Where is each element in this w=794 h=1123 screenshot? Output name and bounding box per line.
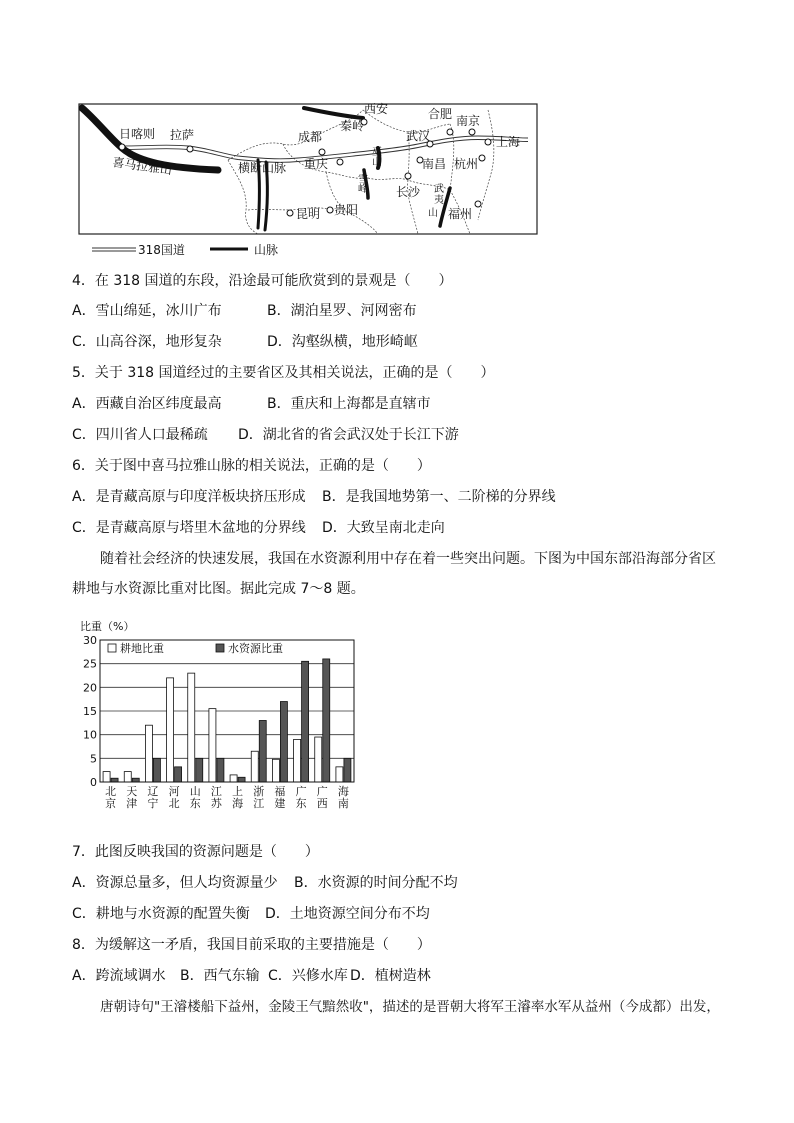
city-chongqing-dot <box>337 159 343 165</box>
bar-arable <box>167 678 174 782</box>
x-tick-label: 山 <box>189 785 201 798</box>
x-tick-label: 西 <box>316 797 328 810</box>
q8-option-b[interactable]: B．西气东输 <box>180 968 260 984</box>
bar-water <box>132 778 139 782</box>
x-tick-label: 浙 <box>253 785 265 798</box>
label-nanjing: 南京 <box>456 114 481 128</box>
city-fuzhou-dot <box>475 201 481 207</box>
q4-option-a[interactable]: A．雪山绵延，冰川广布 <box>72 303 222 319</box>
q5-option-d[interactable]: D．湖北省的省会武汉处于长江下游 <box>238 427 459 443</box>
y-tick-label: 5 <box>90 752 97 766</box>
bar-water <box>323 659 330 782</box>
y-tick-label: 0 <box>90 776 97 789</box>
label-wu2: 武 <box>434 184 444 195</box>
legend-label: 耕地比重 <box>120 642 164 655</box>
label-yi: 夷 <box>434 195 444 206</box>
legend-road-label: 318国道 <box>138 243 185 257</box>
chart-ylabel: 比重（%） <box>80 620 135 633</box>
city-nanjing-dot <box>469 129 475 135</box>
q6-option-c[interactable]: C．是青藏高原与塔里木盆地的分界线 <box>72 520 306 536</box>
bar-arable <box>294 739 301 782</box>
label-shan2: 山 <box>428 208 438 219</box>
y-tick-label: 10 <box>83 728 97 742</box>
x-tick-label: 福 <box>274 785 286 798</box>
x-tick-label: 广 <box>316 785 328 798</box>
x-tick-label: 河 <box>168 785 180 798</box>
label-wuhan: 武汉 <box>406 129 431 143</box>
label-feng: 峰 <box>358 184 368 195</box>
q7-option-b[interactable]: B．水资源的时间分配不均 <box>294 875 458 891</box>
city-kunming-dot <box>287 210 293 216</box>
q5-option-b[interactable]: B．重庆和上海都是直辖市 <box>267 396 431 412</box>
city-lasa-dot <box>187 146 193 152</box>
bar-water <box>344 758 351 782</box>
chart-bars <box>103 659 351 782</box>
label-hengduan: 横断山脉 <box>238 161 287 175</box>
q8-option-d[interactable]: D．植树造林 <box>350 968 431 984</box>
city-shanghai-dot <box>485 139 491 145</box>
tail-paragraph: 唐朝诗句"王濬楼船下益州，金陵王气黯然收"，描述的是晋朝大将军王濬率水军从益州（今成都）出发， <box>100 999 720 1015</box>
x-tick-label: 苏 <box>210 797 222 810</box>
bar-arable <box>124 772 131 782</box>
label-ximalaya: 喜马拉雅山 <box>111 155 173 178</box>
x-tick-label: 京 <box>105 797 117 810</box>
x-tick-label: 南 <box>337 797 349 810</box>
x-tick-label: 宁 <box>147 797 159 810</box>
bar-arable <box>145 725 152 782</box>
bar-arable <box>272 759 279 782</box>
x-tick-label: 海 <box>232 797 244 810</box>
x-tick-label: 津 <box>126 797 138 810</box>
label-shan: 山 <box>372 157 382 168</box>
label-xian: 西安 <box>364 102 389 116</box>
x-tick-label: 上 <box>232 785 244 798</box>
q8-stem: 8．为缓解这一矛盾，我国目前采取的主要措施是（ ） <box>72 937 431 953</box>
legend-swatch <box>108 644 116 652</box>
label-hangzhou: 杭州 <box>454 157 479 171</box>
label-wu: 巫 <box>372 147 382 158</box>
city-hangzhou-dot <box>479 155 485 161</box>
bar-arable <box>251 751 258 782</box>
x-tick-label: 天 <box>126 785 138 798</box>
bar-water <box>259 720 266 782</box>
label-nanchang: 南昌 <box>422 157 447 171</box>
x-tick-label: 北 <box>168 797 180 810</box>
q6-option-d[interactable]: D．大致呈南北走向 <box>322 520 445 536</box>
x-tick-label: 海 <box>337 785 349 798</box>
bar-water <box>280 702 287 782</box>
legend-mountain-label: 山脉 <box>254 243 279 257</box>
city-chengdu-dot <box>319 149 325 155</box>
bar-arable <box>188 673 195 782</box>
chart-legend <box>108 641 283 655</box>
y-tick-label: 30 <box>83 634 97 647</box>
bar-arable <box>103 772 110 782</box>
q8-option-c[interactable]: C．兴修水库 <box>268 968 348 984</box>
map-legend <box>92 243 278 257</box>
bar-water <box>302 661 309 782</box>
q4-option-c[interactable]: C．山高谷深，地形复杂 <box>72 334 222 350</box>
y-tick-label: 20 <box>83 681 97 695</box>
label-qinling: 秦岭 <box>340 119 365 133</box>
x-tick-label: 江 <box>253 797 265 810</box>
route-map-figure <box>78 100 540 260</box>
legend-swatch <box>216 644 224 652</box>
label-hefei: 合肥 <box>428 107 453 121</box>
q4-option-b[interactable]: B．湖泊星罗、河网密布 <box>267 303 417 319</box>
q7-stem: 7．此图反映我国的资源问题是（ ） <box>72 844 319 860</box>
bar-water <box>153 758 160 782</box>
q6-option-a[interactable]: A．是青藏高原与印度洋板块挤压形成 <box>72 489 306 505</box>
bar-water <box>111 778 118 782</box>
q5-stem: 5．关于 318 国道经过的主要省区及其相关说法，正确的是（ ） <box>72 365 495 381</box>
bar-water <box>238 777 245 782</box>
bar-chart-figure <box>78 616 368 812</box>
chart-xlabels <box>105 784 349 810</box>
label-chongqing: 重庆 <box>304 157 329 171</box>
q7-option-a[interactable]: A．资源总量多，但人均资源量少 <box>72 875 278 891</box>
y-tick-label: 15 <box>83 705 97 718</box>
bar-arable <box>336 767 343 782</box>
label-kunming: 昆明 <box>296 207 321 221</box>
legend-label: 水资源比重 <box>228 642 283 655</box>
bar-arable <box>209 709 216 782</box>
q6-stem: 6．关于图中喜马拉雅山脉的相关说法，正确的是（ ） <box>72 458 431 474</box>
x-tick-label: 辽 <box>147 785 159 798</box>
label-fuzhou: 福州 <box>448 207 473 221</box>
q6-option-b[interactable]: B．是我国地势第一、二阶梯的分界线 <box>322 489 556 505</box>
x-tick-label: 东 <box>189 797 201 810</box>
city-hefei-dot <box>447 129 453 135</box>
q7-option-d[interactable]: D．土地资源空间分布不均 <box>265 906 430 922</box>
intro-7-8: 随着社会经济的快速发展，我国在水资源利用中存在着一些突出问题。下图为中国东部沿海部分省区耕地与水资源比重对比图。据此完成 7～8 题。 <box>72 551 716 597</box>
label-lasa: 拉萨 <box>170 128 195 142</box>
q4-stem: 4．在 318 国道的东段，沿途最可能欣赏到的景观是（ ） <box>72 273 453 289</box>
x-tick-label: 建 <box>274 797 286 810</box>
label-shanghai: 上海 <box>496 135 521 149</box>
bar-arable <box>315 737 322 782</box>
chart-yticks <box>83 634 97 789</box>
bar-water <box>217 758 224 782</box>
label-guiyang: 贵阳 <box>334 203 359 217</box>
label-changsha: 长沙 <box>396 185 421 199</box>
q5-option-c[interactable]: C．四川省人口最稀疏 <box>72 427 208 443</box>
city-rikaze-dot <box>119 144 125 150</box>
y-tick-label: 25 <box>83 657 97 671</box>
x-tick-label: 北 <box>105 785 117 798</box>
q8-option-a[interactable]: A．跨流域调水 <box>72 968 166 984</box>
x-tick-label: 广 <box>295 785 307 798</box>
q7-option-c[interactable]: C．耕地与水资源的配置失衡 <box>72 906 250 922</box>
label-rikaze: 日喀则 <box>119 127 156 141</box>
city-guiyang-dot <box>327 207 333 213</box>
label-chengdu: 成都 <box>298 130 323 144</box>
route-map <box>78 100 540 260</box>
bar-water <box>196 758 203 782</box>
label-xue: 雪 <box>358 174 368 185</box>
bar-chart <box>78 616 368 812</box>
bar-arable <box>230 775 237 782</box>
x-tick-label: 东 <box>295 797 307 810</box>
city-changsha-dot <box>405 173 411 179</box>
x-tick-label: 江 <box>210 785 222 798</box>
q5-option-a[interactable]: A．西藏自治区纬度最高 <box>72 396 222 412</box>
q4-option-d[interactable]: D．沟壑纵横，地形崎岖 <box>267 334 418 350</box>
bar-water <box>175 767 182 782</box>
